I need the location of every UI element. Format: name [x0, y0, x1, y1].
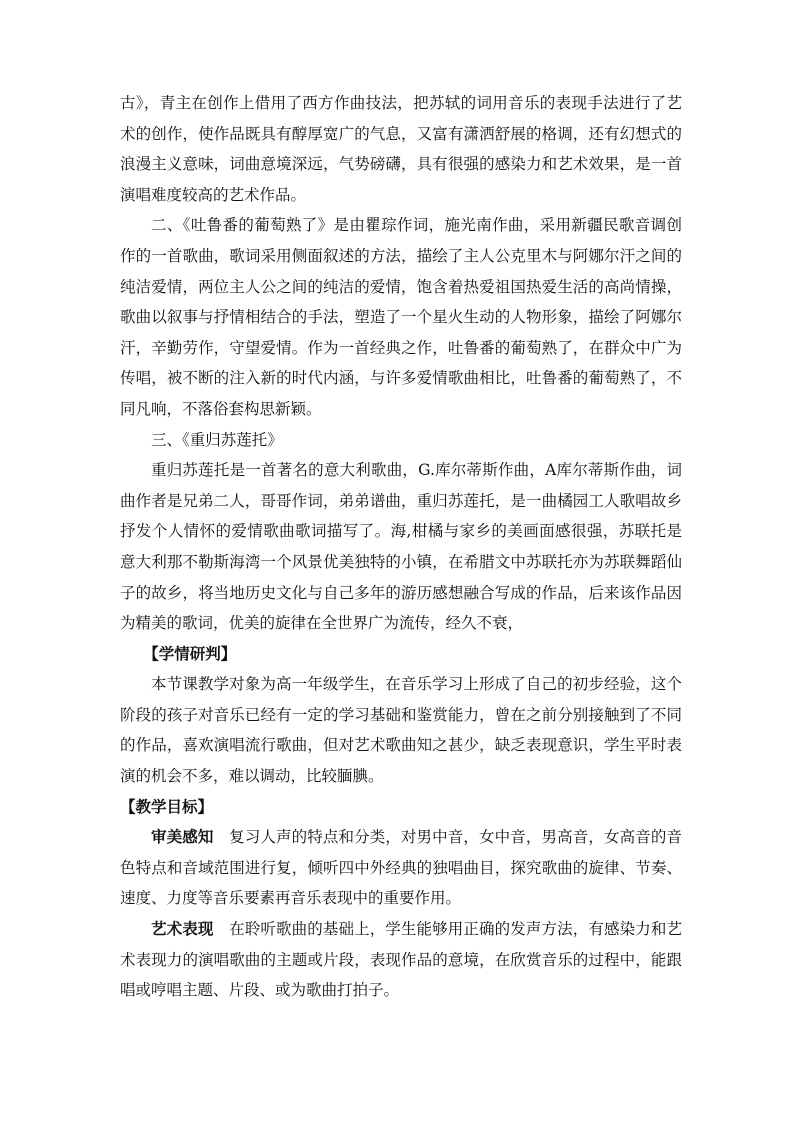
goal-text-aesthetic-perception: 复习人声的特点和分类，对男中音，女中音，男高音，女高音的音色特点和音域范围进行复，倾听四中外经典的独唱曲目，探究歌曲的旋律、节奏、速度、力度等音乐要素再音乐表现中的重要作用。 [120, 828, 682, 908]
paragraph-heading-sorrento: 三、《重归苏莲托》 [151, 430, 283, 449]
goal-term-aesthetic-perception: 审美感知 [151, 827, 214, 847]
paragraph-goal-aesthetic-perception [120, 822, 682, 914]
paragraph-turpan-grapes: 二、《吐鲁番的葡萄熟了》是由瞿琮作词，施光南作曲，采用新疆民歌音调创作的一首歌曲，歌词采用侧面叙述的方法，描绘了主人公克里木与阿娜尔汗之间的纯洁爱情，两位主人公之间的纯洁的爱情，饱含着热爱祖国热爱生活的高尚情操，歌曲以叙事与抒情相结合的手法，塑造了一个星火生动的人物形象，描绘了阿娜尔汗，辛勤劳作，守望爱情。作为一首经典之作，吐鲁番的葡萄熟了，在群众中广为传唱，被不断的注入新的时代内涵，与许多爱情歌曲相比，吐鲁番的葡萄熟了，不同凡响，不落俗套构思新颖。 [120, 216, 682, 418]
goal-text-artistic-expression: 在聆听歌曲的基础上，学生能够用正确的发声方法，有感染力和艺术表现力的演唱歌曲的主题或片段，表现作品的意境，在欣赏音乐的过程中，能跟唱或哼唱主题、片段、或为歌曲打拍子。 [120, 920, 682, 1000]
paragraph-student-analysis: 本节课教学对象为高一年级学生，在音乐学习上形成了自己的初步经验，这个阶段的孩子对音乐已经有一定的学习基础和鉴赏能力，曾在之前分别接触到了不同的作品，喜欢演唱流行歌曲，但对艺术歌曲知之甚少，缺乏表现意识，学生平时表演的机会不多，难以调动，比较腼腆。 [120, 675, 682, 786]
heading-teaching-goals: 【教学目标】 [120, 796, 214, 816]
heading-student-analysis: 【学情研判】 [143, 643, 237, 663]
paragraph-goal-artistic-expression [120, 914, 682, 1006]
paragraph-song-intro-continued: 古》，青主在创作上借用了西方作曲技法，把苏轼的词用音乐的表现手法进行了艺术的创作，使作品既具有醇厚宽广的气息，又富有潇洒舒展的格调，还有幻想式的浪漫主义意味，词曲意境深远，气势磅礴，具有很强的感染力和艺术效果，是一首演唱难度较高的艺术作品。 [120, 94, 682, 204]
goal-term-artistic-expression: 艺术表现 [151, 919, 214, 939]
paragraph-return-to-sorrento: 重归苏莲托是一首著名的意大利歌曲，G.库尔蒂斯作曲，A库尔蒂斯作曲，词曲作者是兄弟二人，哥哥作词，弟弟谱曲，重归苏莲托，是一曲橘园工人歌唱故乡抒发个人情怀的爱情歌曲歌词描写了。海,柑橘与家乡的美画面感很强，苏联托是意大利那不勒斯海湾一个风景优美独特的小镇，在希腊文中苏联托亦为苏联舞蹈仙子的故乡，将当地历史文化与自己多年的游历感想融合写成的作品，后来该作品因为精美的歌词，优美的旋律在全世界广为流传，经久不衰， [120, 461, 682, 633]
document-page [120, 88, 682, 1006]
